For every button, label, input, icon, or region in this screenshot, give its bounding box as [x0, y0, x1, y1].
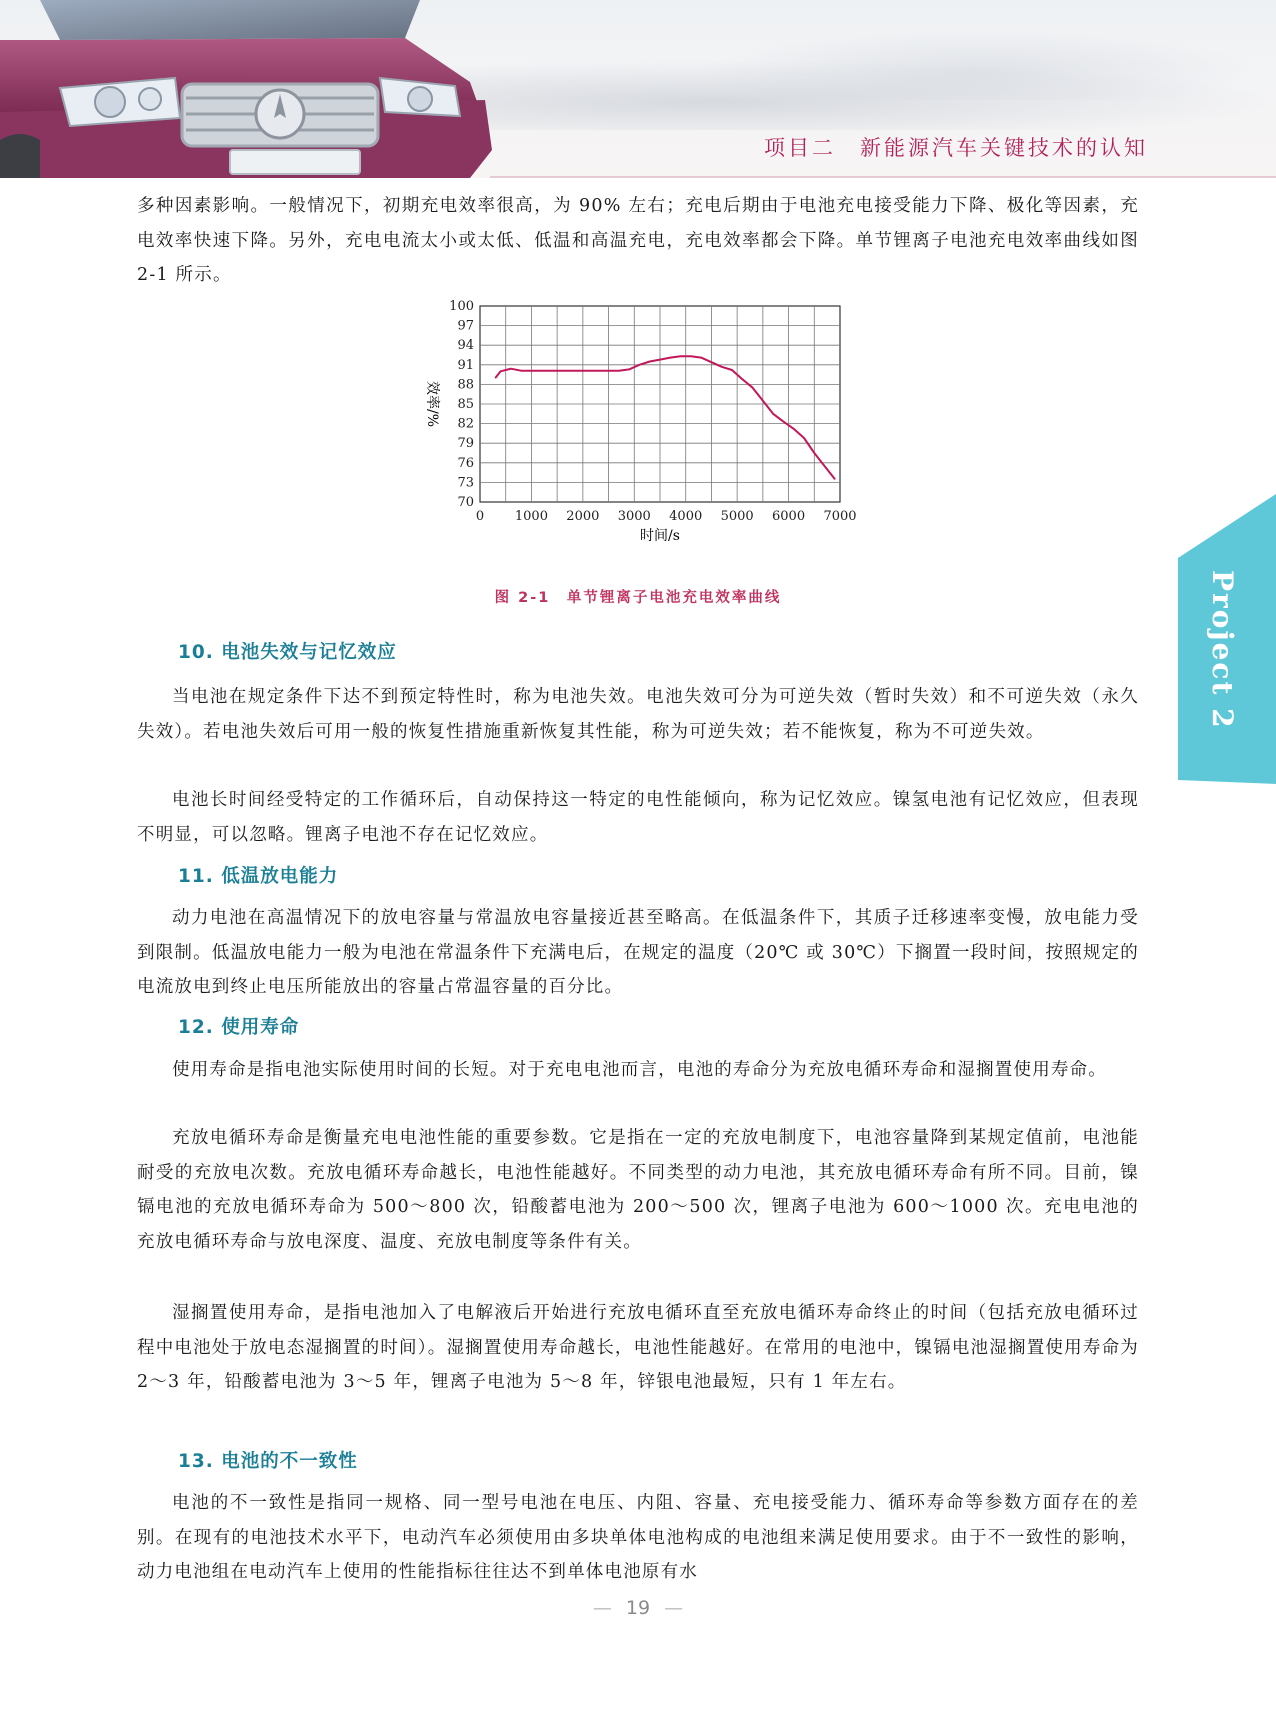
- data-point: [603, 370, 604, 371]
- x-tick-label: 6000: [772, 509, 806, 524]
- y-tick-label: 97: [457, 318, 474, 334]
- data-point: [742, 379, 743, 380]
- data-point: [680, 356, 681, 357]
- data-point: [711, 362, 712, 363]
- data-point: [629, 369, 630, 370]
- section-heading: 10. 电池失效与记忆效应: [178, 642, 397, 663]
- paragraph: 多种因素影响。一般情况下，初期充电效率很高，为 90% 左右；充电后期由于电池充电接受能力下降、极化等因素，充电效率快速下降。另外，充电电流太小或太低、低温和高温充电，充电效率都会下降。单节锂离子电池充电效率曲线如图 2-1 所示。: [137, 196, 1139, 285]
- data-point: [783, 421, 784, 422]
- data-point: [618, 370, 619, 371]
- data-point: [562, 370, 563, 371]
- section-heading: 13. 电池的不一致性: [178, 1451, 358, 1472]
- figure-caption: 图 2-1 单节锂离子电池充电效率曲线: [494, 590, 782, 606]
- data-point: [731, 369, 732, 370]
- data-point: [500, 371, 501, 372]
- y-tick-label: 91: [457, 357, 474, 373]
- data-point: [659, 359, 660, 360]
- y-tick-label: 70: [457, 495, 474, 510]
- chart-svg: [400, 298, 880, 568]
- x-tick-labels: [476, 509, 857, 524]
- data-point: [834, 479, 835, 480]
- paragraph: 湿搁置使用寿命，是指电池加入了电解液后开始进行充放电循环直至充放电循环寿命终止的时间（包括充放电循环过程中电池处于放电态湿搁置的时间）。湿搁置使用寿命越长，电池性能越好。在常用的电池中，镍镉电池湿搁置使用寿命为 2～3 年，铅酸蓄电池为 3～5 年，锂离子电池为 5～8 年，锌银电池最短，只有 1 年左右。: [137, 1303, 1139, 1392]
- series-line: [495, 356, 835, 479]
- x-tick-label: 3000: [617, 509, 651, 524]
- data-point: [495, 377, 496, 378]
- data-point: [701, 357, 702, 358]
- page-footer: [0, 1597, 1276, 1619]
- x-tick-label: 0: [475, 509, 485, 524]
- data-point: [510, 368, 511, 369]
- mountain-mist-decoration: [700, 30, 1260, 100]
- data-point: [762, 400, 763, 401]
- y-tick-label: 73: [457, 475, 474, 491]
- data-point: [690, 356, 691, 357]
- data-point: [541, 370, 542, 371]
- data-point: [721, 366, 722, 367]
- series-group: [495, 356, 836, 480]
- x-tick-label: 2000: [566, 509, 600, 524]
- header-banner: [0, 0, 1276, 178]
- y-tick-label: 94: [457, 338, 474, 354]
- data-point: [793, 428, 794, 429]
- x-axis-label: 时间/s: [640, 528, 680, 544]
- y-tick-label: 79: [457, 436, 474, 452]
- data-point: [773, 413, 774, 414]
- footer-dash: —: [592, 1597, 612, 1619]
- x-tick-label: 7000: [823, 509, 857, 524]
- y-tick-label: 82: [457, 416, 474, 432]
- x-tick-label: 5000: [720, 509, 754, 524]
- paragraph: 动力电池在高温情况下的放电容量与常温放电容量接近甚至略高。在低温条件下，其质子迁移速率变慢，放电能力受到限制。低温放电能力一般为电池在常温条件下充满电后，在规定的温度（20℃ 或 30℃）下搁置一段时间，按照规定的电流放电到终止电压所能放出的容量占常温容量的百分比。: [137, 908, 1140, 997]
- data-point: [639, 364, 640, 365]
- paragraph: 当电池在规定条件下达不到预定特性时，称为电池失效。电池失效可分为可逆失效（暂时失效）和不可逆失效（永久失效）。若电池失效后可用一般的恢复性措施重新恢复其性能，称为可逆失效；若不能恢复，称为不可逆失效。: [137, 687, 1139, 742]
- y-tick-label: 100: [449, 299, 474, 314]
- data-point: [814, 452, 815, 453]
- chapter-title: 项目二 新能源汽车关键技术的认知: [764, 136, 1148, 160]
- y-tick-labels: [449, 299, 474, 510]
- section-heading: 12. 使用寿命: [178, 1017, 300, 1038]
- x-tick-label: 1000: [514, 509, 548, 524]
- car-illustration: [0, 0, 520, 178]
- header-divider: [490, 176, 1276, 178]
- paragraph: 使用寿命是指电池实际使用时间的长短。对于充电电池而言，电池的寿命分为充放电循环寿命和湿搁置使用寿命。: [172, 1060, 1107, 1080]
- paragraph: 充放电循环寿命是衡量充电电池性能的重要参数。它是指在一定的充放电制度下，电池容量降到某规定值前，电池能耐受的充放电次数。充放电循环寿命越长，电池性能越好。不同类型的动力电池，其充放电循环寿命有所不同。目前，镍镉电池的充放电循环寿命为 500～800 次，铅酸蓄电池为 200～500 次，锂离子电池为 600～1000 次。充电电池的充放电循环寿命与放电深度、温度、充放电制度等条件有关。: [137, 1128, 1139, 1252]
- efficiency-chart: [400, 298, 880, 568]
- side-tab-label: Project 2: [1206, 570, 1239, 730]
- section-heading: 11. 低温放电能力: [178, 866, 339, 887]
- footer-dash: —: [664, 1597, 684, 1619]
- data-point: [582, 370, 583, 371]
- x-tick-label: 4000: [669, 509, 703, 524]
- page-number: 19: [625, 1597, 651, 1619]
- paragraph: 电池长时间经受特定的工作循环后，自动保持这一特定的电性能倾向，称为记忆效应。镍氢电池有记忆效应，但表现不明显，可以忽略。锂离子电池不存在记忆效应。: [137, 790, 1139, 845]
- data-point: [670, 357, 671, 358]
- data-point: [824, 465, 825, 466]
- y-tick-label: 88: [457, 377, 474, 393]
- y-tick-label: 76: [457, 455, 474, 471]
- data-point: [752, 387, 753, 388]
- y-tick-label: 85: [457, 397, 474, 412]
- y-axis-label: 效率/%: [424, 380, 440, 428]
- data-point: [803, 437, 804, 438]
- chart-grid: [480, 306, 840, 502]
- data-point: [649, 361, 650, 362]
- data-point: [521, 370, 522, 371]
- paragraph: 电池的不一致性是指同一规格、同一型号电池在电压、内阻、容量、充电接受能力、循环寿命等参数方面存在的差别。在现有的电池技术水平下，电动汽车必须使用由多块单体电池构成的电池组来满足使用要求。由于不一致性的影响，动力电池组在电动汽车上使用的性能指标往往达不到单体电池原有水: [137, 1493, 1139, 1582]
